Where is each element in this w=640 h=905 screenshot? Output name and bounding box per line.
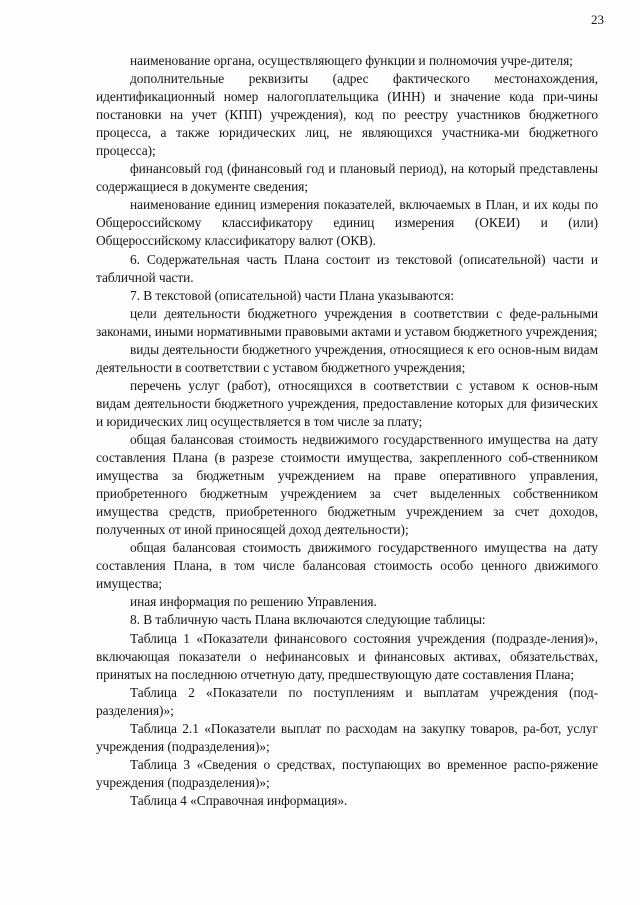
document-body xyxy=(96,52,598,810)
paragraph-5 xyxy=(96,251,598,287)
paragraph-text: общая балансовая стоимость движимого государственного имущества на дату составления Плана, в том числе балансовая стоимость особо ценного движимого имущества; xyxy=(96,540,598,592)
paragraph-text: 8. В табличную часть Плана включаются следующие таблицы: xyxy=(130,612,486,628)
paragraph-text: финансовый год (финансовый год и плановый период), на который представлены содержащиеся в документе сведения; xyxy=(96,161,598,195)
paragraph-8 xyxy=(96,341,598,377)
paragraph-text: Таблица 3 «Сведения о средствах, поступающих во временное распо-ряжение учреждения (подразделения)»; xyxy=(96,756,598,790)
paragraph-text: 7. В текстовой (описательной) части Плана указываются: xyxy=(130,287,455,303)
paragraph-text: Таблица 2 «Показатели по поступлениям и выплатам учреждения (под-разделения)»; xyxy=(96,684,598,718)
paragraph-text: наименование единиц измерения показателей, включаемых в План, и их коды по Общероссийскому классификатору единиц измерения (ОКЕИ) и (или) Общероссийскому классификатору валют (ОКВ). xyxy=(96,197,598,249)
paragraph-13 xyxy=(96,611,598,629)
paragraph-11 xyxy=(96,539,598,593)
paragraph-text: наименование органа, осуществляющего функции и полномочия учре-дителя; xyxy=(130,53,573,68)
paragraph-2 xyxy=(96,70,598,160)
paragraph-4 xyxy=(96,196,598,250)
paragraph-text: виды деятельности бюджетного учреждения, относящиеся к его основ-ным видам деятельности в соответствии с уставом бюджетного учреждения; xyxy=(96,341,598,375)
paragraph-text: перечень услуг (работ), относящихся в соответствии с уставом к основ-ным видам деятельности бюджетного учреждения, предоставление которых для физических и юридических лиц осуществляется в том числе за плату; xyxy=(96,377,598,429)
paragraph-10 xyxy=(96,431,598,539)
paragraph-text: 6. Содержательная часть Плана состоит из текстовой (описательной) части и табличной части. xyxy=(96,251,598,285)
paragraph-15 xyxy=(96,684,598,720)
paragraph-text: дополнительные реквизиты (адрес фактического местонахождения, идентификационный номер налогоплательщика (ИНН) и значение кода при-чины постановки на учет (КПП) учреждения), код по реестру участников бюджетного процесса, а также юридических лиц, не являющихся участника-ми бюджетного процесса); xyxy=(96,71,598,159)
paragraph-text: Таблица 2.1 «Показатели выплат по расходам на закупку товаров, ра-бот, услуг учреждения (подразделения)»; xyxy=(96,720,598,754)
paragraph-3 xyxy=(96,160,598,196)
paragraph-1 xyxy=(96,52,598,70)
paragraph-16 xyxy=(96,720,598,756)
paragraph-18 xyxy=(96,792,598,810)
paragraph-text: иная информация по решению Управления. xyxy=(130,594,377,610)
paragraph-17 xyxy=(96,756,598,792)
paragraph-text: Таблица 4 «Справочная информация». xyxy=(130,792,348,808)
paragraph-6 xyxy=(96,287,598,305)
paragraph-text: общая балансовая стоимость недвижимого государственного имущества на дату составления Плана (в разрезе стоимости имущества, закрепленного соб-ственником имущества за бюджетным учреждением на праве оперативного управления, приобретенного бюджетным учреждением за счет выделенных собственником имущества средств, приобретенного бюджетным учреждением за счет доходов, полученных от иной приносящей доход деятельности); xyxy=(96,431,598,538)
paragraph-12 xyxy=(96,593,598,611)
paragraph-9 xyxy=(96,377,598,431)
paragraph-text: цели деятельности бюджетного учреждения в соответствии с феде-ральными законами, иными нормативными правовыми актами и уставом бюджетного учреждения; xyxy=(96,305,598,339)
paragraph-7 xyxy=(96,305,598,341)
paragraph-text: Таблица 1 «Показатели финансового состояния учреждения (подразде-ления)», включающая показатели о нефинансовых и финансовых активах, обязательствах, принятых на последнюю отчетную дату, предшествующую дате составления Плана; xyxy=(96,630,598,682)
page-number: 23 xyxy=(591,12,604,27)
paragraph-14 xyxy=(96,630,598,684)
